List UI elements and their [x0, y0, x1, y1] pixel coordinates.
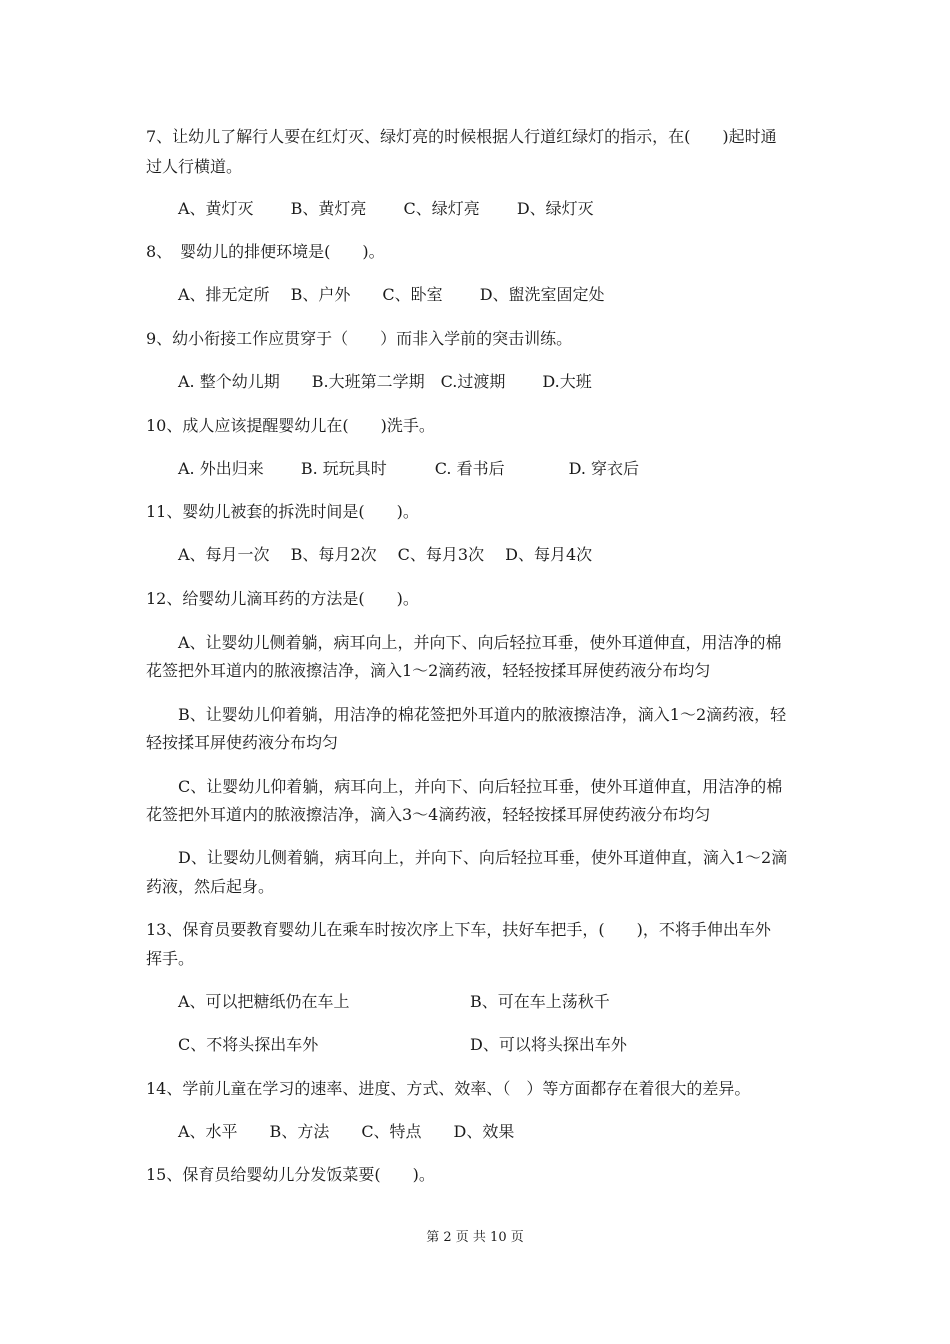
question-15: 15、保育员给婴幼儿分发饭菜要( )。 — [146, 1165, 435, 1184]
question-13-option-d: D、可以将头探出车外 — [470, 1035, 627, 1054]
question-10-options: A. 外出归来 B. 玩玩具时 C. 看书后 D. 穿衣后 — [178, 459, 640, 478]
question-9-options: A. 整个幼儿期 B.大班第二学期 C.过渡期 D.大班 — [178, 372, 592, 391]
page-footer: 第 2 页 共 10 页 — [426, 1230, 524, 1245]
question-7-options: A、黄灯灭 B、黄灯亮 C、绿灯亮 D、绿灯灭 — [178, 199, 594, 218]
question-9: 9、幼小衔接工作应贯穿于（ ）而非入学前的突击训练。 — [146, 329, 573, 348]
question-11-options: A、每月一次 B、每月2次 C、每月3次 D、每月4次 — [178, 545, 593, 564]
question-7-line-1: 7、让幼儿了解行人要在红灯灭、绿灯亮的时候根据人行道红绿灯的指示，在( )起时通 — [146, 127, 777, 146]
question-13-line-1: 13、保育员要教育婴幼儿在乘车时按次序上下车，扶好车把手，( )，不将手伸出车外 — [146, 920, 771, 939]
question-8: 8、 婴幼儿的排便环境是( )。 — [146, 242, 385, 261]
question-12-option-c-line-2: 花签把外耳道内的脓液擦洁净，滴入3～4滴药液，轻轻按揉耳屏使药液分布均匀 — [146, 805, 711, 824]
question-8-options: A、排无定所 B、户外 C、卧室 D、盥洗室固定处 — [178, 285, 605, 304]
question-12-option-b-line-1: B、让婴幼儿仰着躺，用洁净的棉花签把外耳道内的脓液擦洁净，滴入1～2滴药液，轻 — [178, 705, 787, 724]
question-11: 11、婴幼儿被套的拆洗时间是( )。 — [146, 502, 419, 521]
question-12-option-a-line-2: 花签把外耳道内的脓液擦洁净，滴入1～2滴药液，轻轻按揉耳屏使药液分布均匀 — [146, 661, 711, 680]
question-13-option-c: C、不将头探出车外 — [178, 1035, 319, 1054]
question-12-option-d-line-1: D、让婴幼儿侧着躺，病耳向上，并向下、向后轻拉耳垂，使外耳道伸直，滴入1～2滴 — [178, 848, 788, 867]
question-13-option-a: A、可以把糖纸仍在车上 — [178, 992, 350, 1011]
question-12-option-b-line-2: 轻按揉耳屏使药液分布均匀 — [146, 733, 339, 752]
question-12: 12、给婴幼儿滴耳药的方法是( )。 — [146, 589, 419, 608]
question-14: 14、学前儿童在学习的速率、进度、方式、效率、（ ）等方面都存在着很大的差异。 — [146, 1079, 751, 1098]
question-7-line-2: 过人行横道。 — [146, 157, 243, 176]
question-13-option-b: B、可在车上荡秋千 — [470, 992, 610, 1011]
question-12-option-a-line-1: A、让婴幼儿侧着躺，病耳向上，并向下、向后轻拉耳垂，使外耳道伸直，用洁净的棉 — [178, 633, 782, 652]
question-12-option-d-line-2: 药液，然后起身。 — [146, 877, 275, 896]
question-14-options: A、水平 B、方法 C、特点 D、效果 — [178, 1122, 515, 1141]
question-13-line-2: 挥手。 — [146, 949, 195, 968]
question-10: 10、成人应该提醒婴幼儿在( )洗手。 — [146, 416, 435, 435]
question-12-option-c-line-1: C、让婴幼儿仰着躺，病耳向上，并向下、向后轻拉耳垂，使外耳道伸直，用洁净的棉 — [178, 777, 783, 796]
